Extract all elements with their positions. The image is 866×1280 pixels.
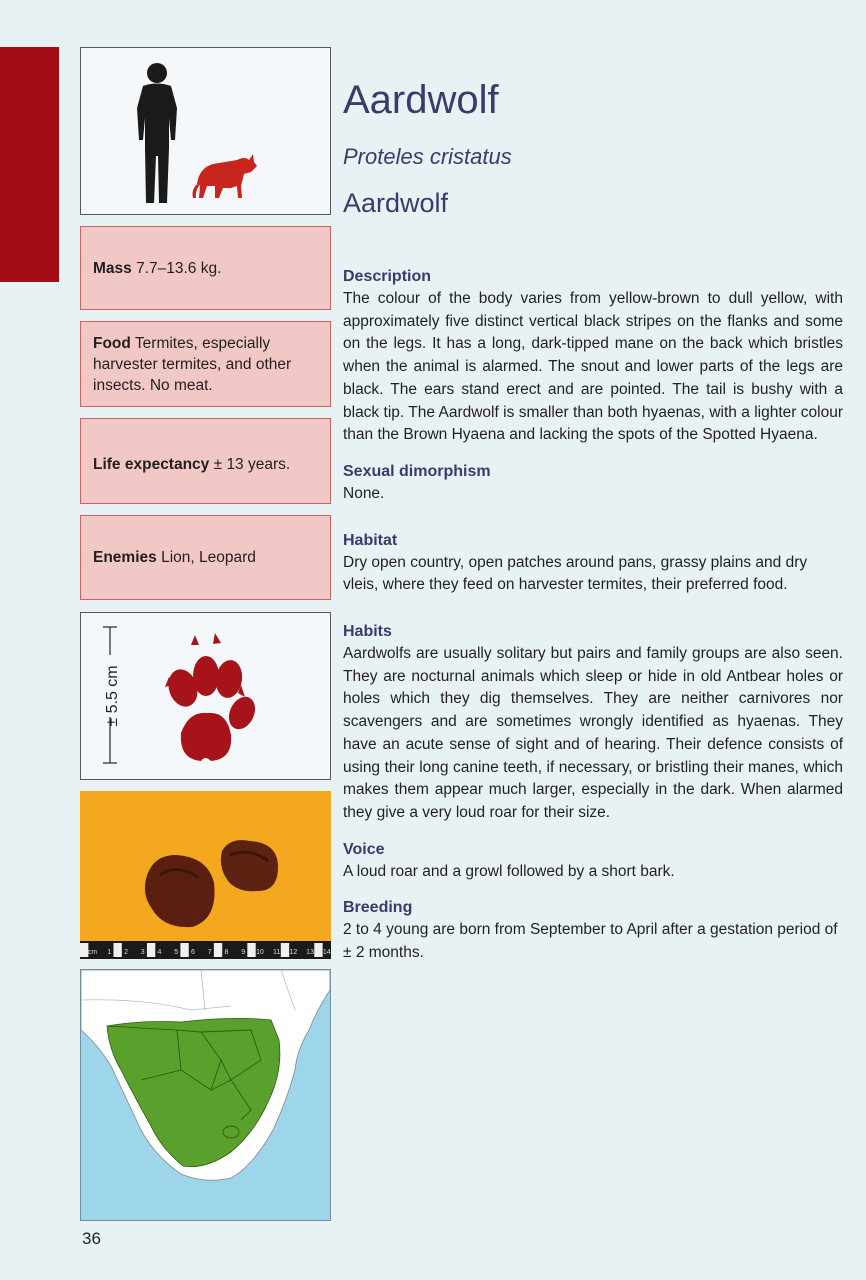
size-comparison-illustration xyxy=(81,48,330,214)
dung-pellets-image xyxy=(145,840,278,927)
ruler-number: 12 xyxy=(289,949,298,956)
ruler-number: 14 xyxy=(322,949,331,956)
page-title: Aardwolf xyxy=(343,78,499,122)
ruler-segment xyxy=(247,943,255,957)
ruler-number: 7 xyxy=(207,949,212,956)
ruler-segment xyxy=(180,943,188,957)
human-silhouette-icon xyxy=(137,63,177,203)
ruler-segment xyxy=(281,943,289,957)
section-heading: Habitat xyxy=(343,531,398,549)
section-body: A loud roar and a growl followed by a short bark. xyxy=(343,862,675,880)
ruler-number: 10 xyxy=(255,949,264,956)
mass-value: 7.7–13.6 kg. xyxy=(136,259,222,277)
mass-label: Mass xyxy=(93,259,132,277)
ruler-number: 5 xyxy=(174,949,179,956)
species-description xyxy=(343,266,843,979)
ruler-segment xyxy=(314,943,322,957)
chapter-tab xyxy=(0,47,59,282)
ruler-number: 2 xyxy=(124,949,128,956)
ruler-number: 13 xyxy=(306,949,314,956)
ruler-segment xyxy=(298,943,306,957)
food-label: Food xyxy=(93,334,131,352)
enemies-fact xyxy=(80,515,331,600)
ruler-segment xyxy=(214,943,222,957)
ruler-number: 11 xyxy=(272,949,281,956)
ruler-segment xyxy=(97,943,105,957)
section-heading: Breeding xyxy=(343,899,413,917)
distribution-map xyxy=(80,969,331,1221)
ruler-segment xyxy=(197,943,205,957)
ruler-segment xyxy=(130,943,138,957)
page-number: 36 xyxy=(82,1229,101,1248)
paw-print-icon xyxy=(164,633,260,761)
life-expectancy-value: ± 13 years. xyxy=(213,455,291,473)
mass-fact xyxy=(80,226,331,310)
section-heading: Sexual dimorphism xyxy=(343,462,491,480)
section-body: Dry open country, open patches around pans, grassy plains and dry vleis, where they feed on harvester termites, their preferred food. xyxy=(343,553,808,594)
enemies-value: Lion, Leopard xyxy=(161,549,256,566)
dung-panel xyxy=(80,791,331,959)
section-heading: Voice xyxy=(343,840,385,858)
ruler-segment xyxy=(231,943,239,957)
ruler-segment xyxy=(147,943,155,957)
track-panel xyxy=(80,612,331,780)
section-body: None. xyxy=(343,484,385,502)
ruler-number: 1 xyxy=(107,949,112,956)
food-fact xyxy=(80,321,331,407)
ruler-number: cm xyxy=(87,949,98,956)
ruler-number: 3 xyxy=(140,949,145,956)
size-comparison-panel xyxy=(80,47,331,215)
ruler-segment xyxy=(264,943,272,957)
ruler-number: 8 xyxy=(224,949,229,956)
section-heading: Description xyxy=(343,268,432,285)
ruler-segment xyxy=(113,943,121,957)
track-size-label: ± 5.5 cm xyxy=(104,665,121,727)
life-expectancy-label: Life expectancy xyxy=(93,455,210,473)
section-body: Aardwolfs are usually solitary but pairs and family groups are also seen. They are nocturnal animals which sleep or hide in old Antbear holes or holes which they dig themselves. They are neither carnivores nor scavengers and are sometimes wrongly identified as hyaenas. They have an acute sense of sight and of hearing. Their defence consists of using their long canine teeth, if necessary, or bristling their manes, which makes them appear much larger, especially in the dark. When alarmed they give a very loud roar for their size. xyxy=(343,645,843,821)
section-heading: Habits xyxy=(343,623,392,641)
aardwolf-silhouette-icon xyxy=(193,154,258,198)
life-expectancy-fact xyxy=(80,418,331,504)
ruler-segment xyxy=(164,943,172,957)
section-body: The colour of the body varies from yellow-brown to dull yellow, with approximately five distinct vertical black stripes on the flanks and some on the legs. It has a long, dark-tipped mane on the back which bristles when the animal is alarmed. The snout and lower parts of the legs are black. The ears stand erect and are pointed. The tail is bushy with a black tip. The Aardwolf is smaller than both hyaenas, with a lighter colour than the Brown Hyaena and lacking the spots of the Spotted Hyaena. xyxy=(343,290,843,444)
enemies-label: Enemies xyxy=(93,549,157,566)
ruler-number: 9 xyxy=(241,949,246,956)
ruler-number: 4 xyxy=(157,949,162,956)
common-name: Aardwolf xyxy=(343,188,449,218)
section-body: 2 to 4 young are born from September to April after a gestation period of ± 2 months. xyxy=(343,921,838,962)
scale-ruler xyxy=(80,941,331,959)
food-value: Termites, especially harvester termites, and other insects. No meat. xyxy=(93,334,292,394)
scientific-name: Proteles cristatus xyxy=(343,144,512,169)
ruler-number: 6 xyxy=(190,949,195,956)
